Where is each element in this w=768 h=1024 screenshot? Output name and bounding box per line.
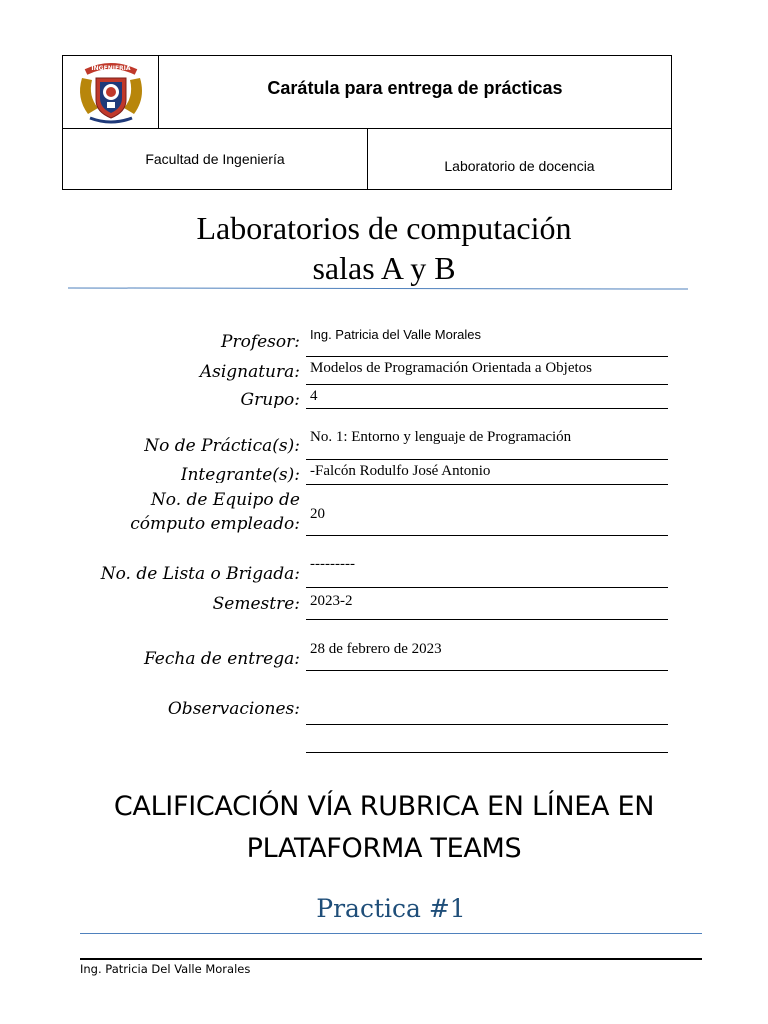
- integrante-line: [306, 484, 668, 485]
- lista-line: [306, 587, 668, 588]
- equipo-label: [130, 488, 300, 536]
- asignatura-label: Asignatura:: [199, 362, 300, 382]
- asignatura-line: [306, 384, 668, 385]
- observaciones-line-2: [306, 752, 668, 753]
- grupo-value: 4: [310, 388, 318, 404]
- logo-text: INGENIERIA: [90, 65, 131, 72]
- calificacion-heading: [0, 786, 768, 870]
- document-title: Carátula para entrega de prácticas: [267, 77, 563, 98]
- profesor-line: [306, 356, 668, 357]
- equipo-label-line-1: No. de Equipo de: [150, 490, 300, 510]
- observaciones-line-1: [306, 724, 668, 725]
- asignatura-value: Modelos de Programación Orientada a Objetos: [310, 360, 593, 376]
- practica-line: [306, 459, 668, 460]
- lista-value: ---------: [310, 556, 355, 572]
- observaciones-label: Observaciones:: [167, 699, 300, 719]
- equipo-line: [306, 535, 668, 536]
- practica-value: No. 1: Entorno y lenguaje de Programación: [310, 429, 572, 445]
- practica-divider: [80, 933, 702, 934]
- header-table: [62, 55, 672, 190]
- main-title-line-2: salas A y B: [312, 250, 456, 286]
- practica-label: No de Práctica(s):: [144, 436, 300, 456]
- integrante-label: Integrante(s):: [180, 465, 300, 483]
- equipo-value: 20: [310, 506, 325, 522]
- integrante-value: -Falcón Rodulfo José Antonio: [310, 463, 491, 479]
- calificacion-line-1: CALIFICACIÓN VÍA RUBRICA EN LÍNEA EN: [113, 791, 655, 822]
- semestre-line: [306, 619, 668, 620]
- faculty-label: Facultad de Ingeniería: [63, 129, 368, 189]
- lab-label: Laboratorio de docencia: [444, 158, 595, 174]
- footer-divider: [80, 958, 702, 960]
- main-title-line-1: Laboratorios de computación: [196, 210, 572, 246]
- profesor-label: Profesor:: [221, 332, 300, 352]
- calificacion-line-2: PLATAFORMA TEAMS: [246, 833, 522, 864]
- semestre-value: 2023-2: [310, 593, 353, 609]
- practica-title: Practica #1: [316, 894, 466, 923]
- fecha-label: Fecha de entrega:: [143, 649, 300, 669]
- profesor-value: Ing. Patricia del Valle Morales: [310, 327, 482, 342]
- header-row-2: [63, 128, 671, 189]
- grupo-label: Grupo:: [240, 390, 300, 408]
- footer-author: Ing. Patricia Del Valle Morales: [80, 962, 251, 976]
- main-title: [0, 208, 768, 288]
- logo-cell: [63, 56, 159, 128]
- semestre-label: Semestre:: [212, 594, 300, 614]
- equipo-label-line-2: cómputo empleado:: [130, 514, 300, 534]
- unam-engineering-logo-icon: [76, 58, 146, 126]
- lista-label: No. de Lista o Brigada:: [100, 564, 300, 584]
- fecha-line: [306, 670, 668, 671]
- grupo-line: [306, 408, 668, 409]
- fecha-value: 28 de febrero de 2023: [310, 641, 442, 657]
- title-divider: [68, 287, 688, 289]
